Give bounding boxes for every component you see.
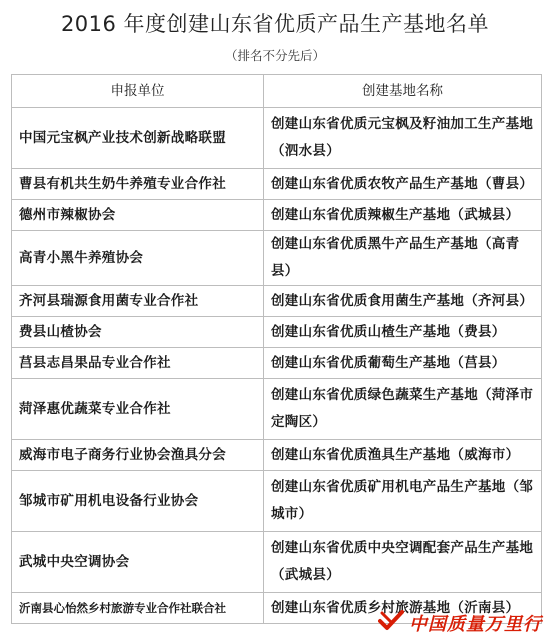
- page-title: 2016 年度创建山东省优质产品生产基地名单: [60, 12, 490, 36]
- applicant-unit-cell: 邹城市矿用机电设备行业协会: [12, 471, 264, 532]
- applicant-unit-cell: 武城中央空调协会: [12, 532, 264, 593]
- base-name-cell: 创建山东省优质农牧产品生产基地（曹县）: [264, 169, 542, 200]
- base-list-table: [11, 74, 542, 624]
- applicant-unit-cell: 莒县志昌果品专业合作社: [12, 348, 264, 379]
- table-row: [12, 286, 542, 317]
- table-row: [12, 317, 542, 348]
- applicant-unit-cell: 曹县有机共生奶牛养殖专业合作社: [12, 169, 264, 200]
- applicant-unit-cell: 高青小黑牛养殖协会: [12, 231, 264, 286]
- applicant-unit-cell: 齐河县瑞源食用菌专业合作社: [12, 286, 264, 317]
- header-applicant-unit: 申报单位: [12, 75, 264, 108]
- table-row: [12, 108, 542, 169]
- table-row: [12, 440, 542, 471]
- table-row: [12, 532, 542, 593]
- base-name-cell: 创建山东省优质葡萄生产基地（莒县）: [264, 348, 542, 379]
- applicant-unit-cell: 沂南县心怡然乡村旅游专业合作社联合社: [12, 593, 264, 624]
- base-name-cell: 创建山东省优质山楂生产基地（费县）: [264, 317, 542, 348]
- applicant-unit-cell: 威海市电子商务行业协会渔具分会: [12, 440, 264, 471]
- base-name-cell: 创建山东省优质黑牛产品生产基地（高青县）: [264, 231, 542, 286]
- base-name-cell: 创建山东省优质绿色蔬菜生产基地（菏泽市定陶区）: [264, 379, 542, 440]
- table-row: [12, 231, 542, 286]
- table-row: [12, 169, 542, 200]
- base-name-cell: 创建山东省优质中央空调配套产品生产基地（武城县）: [264, 532, 542, 593]
- base-name-cell: 创建山东省优质食用菌生产基地（齐河县）: [264, 286, 542, 317]
- red-check-logo-icon: [378, 609, 404, 636]
- table-header-row: [12, 75, 542, 108]
- watermark-text: 中国质量万里行: [409, 613, 542, 635]
- table-row: [12, 200, 542, 231]
- base-name-cell: 创建山东省优质乡村旅游基地（沂南县）: [264, 593, 542, 624]
- table-row: [12, 471, 542, 532]
- applicant-unit-cell: 中国元宝枫产业技术创新战略联盟: [12, 108, 264, 169]
- base-name-cell: 创建山东省优质渔具生产基地（威海市）: [264, 440, 542, 471]
- header-base-name: 创建基地名称: [264, 75, 542, 108]
- applicant-unit-cell: 费县山楂协会: [12, 317, 264, 348]
- base-name-cell: 创建山东省优质元宝枫及籽油加工生产基地（泗水县）: [264, 108, 542, 169]
- table-row: [12, 379, 542, 440]
- watermark: [378, 609, 542, 636]
- applicant-unit-cell: 德州市辣椒协会: [12, 200, 264, 231]
- base-name-cell: 创建山东省优质辣椒生产基地（武城县）: [264, 200, 542, 231]
- applicant-unit-cell: 菏泽惠优蔬菜专业合作社: [12, 379, 264, 440]
- table-row: [12, 348, 542, 379]
- page-subtitle: （排名不分先后）: [224, 48, 325, 63]
- base-name-cell: 创建山东省优质矿用机电产品生产基地（邹城市）: [264, 471, 542, 532]
